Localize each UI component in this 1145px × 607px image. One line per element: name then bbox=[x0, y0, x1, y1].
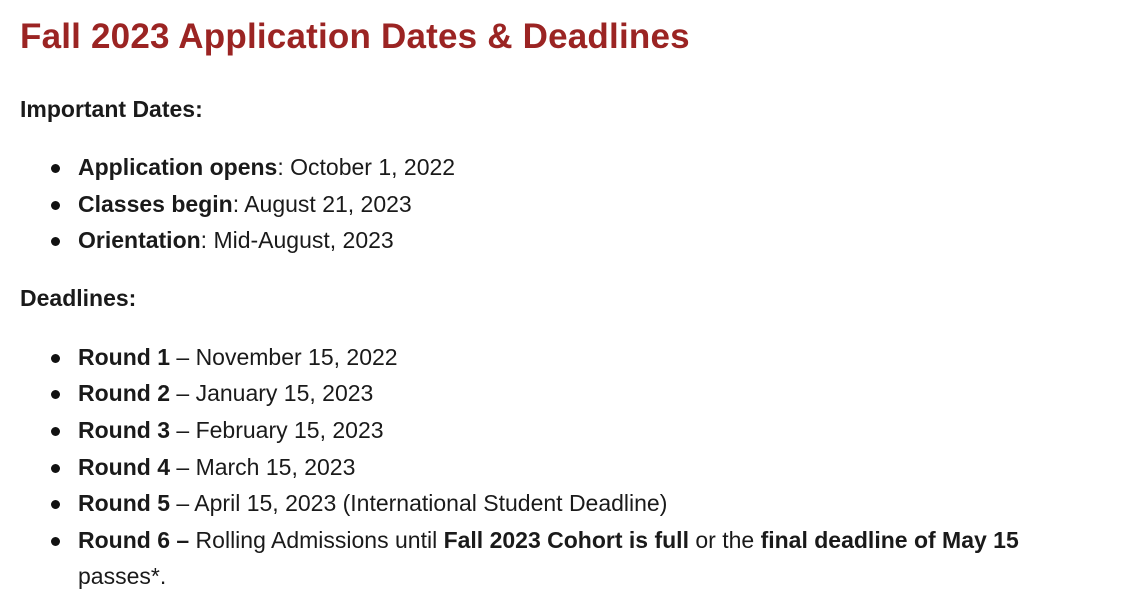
bullet-icon bbox=[51, 427, 60, 436]
list-item-round-1 bbox=[20, 339, 1125, 376]
list-item-round-6 bbox=[20, 522, 1125, 595]
date-value: Mid-August, 2023 bbox=[213, 227, 394, 254]
list-item-round-4 bbox=[20, 449, 1125, 486]
round-emphasis: final deadline of May 15 bbox=[760, 526, 1019, 553]
bullet-icon bbox=[51, 237, 60, 246]
bullet-icon bbox=[51, 164, 60, 173]
round-date: – November 15, 2022 bbox=[170, 343, 398, 370]
date-label: Application opens bbox=[78, 154, 278, 180]
round-label: Round 2 bbox=[78, 380, 170, 407]
date-separator: : bbox=[200, 227, 214, 254]
bullet-icon bbox=[51, 390, 60, 399]
round-label: Round 3 bbox=[78, 416, 170, 443]
list-item-round-2 bbox=[20, 375, 1125, 412]
deadlines-heading: Deadlines: bbox=[20, 284, 137, 311]
list-item-round-3 bbox=[20, 412, 1125, 449]
bullet-icon bbox=[51, 201, 60, 210]
round-text: or the bbox=[688, 526, 761, 553]
date-value: August 21, 2023 bbox=[244, 190, 412, 217]
bullet-icon bbox=[51, 464, 60, 473]
round-emphasis: Fall 2023 Cohort is full bbox=[443, 526, 689, 553]
round-date: – March 15, 2023 bbox=[170, 453, 356, 480]
bullet-icon bbox=[51, 500, 60, 509]
round-label: Round 1 bbox=[78, 343, 170, 370]
round-text: passes*. bbox=[78, 563, 167, 590]
page-content bbox=[20, 0, 1125, 595]
round-label: Round 6 – bbox=[78, 526, 190, 553]
round-text: Rolling Admissions until bbox=[189, 526, 444, 553]
important-dates-heading: Important Dates: bbox=[20, 96, 203, 122]
date-label: Orientation bbox=[78, 227, 201, 254]
date-value: October 1, 2022 bbox=[290, 154, 456, 180]
important-dates-list bbox=[20, 149, 1125, 259]
round-date: – April 15, 2023 (International Student Deadline) bbox=[170, 490, 668, 517]
deadlines-list bbox=[20, 339, 1125, 595]
date-label: Classes begin bbox=[78, 190, 233, 217]
list-item-orientation bbox=[20, 222, 1125, 259]
list-item-application-opens bbox=[20, 149, 1125, 186]
bullet-icon bbox=[51, 354, 60, 363]
round-label: Round 5 bbox=[78, 490, 170, 517]
round-label: Round 4 bbox=[78, 453, 170, 480]
list-item-classes-begin bbox=[20, 186, 1125, 223]
round-date: – February 15, 2023 bbox=[170, 416, 384, 443]
date-separator: : bbox=[277, 154, 291, 180]
list-item-round-5 bbox=[20, 485, 1125, 522]
date-separator: : bbox=[232, 190, 245, 217]
page-title: Fall 2023 Application Dates & Deadlines bbox=[20, 17, 690, 56]
round-date: – January 15, 2023 bbox=[170, 380, 374, 407]
bullet-icon bbox=[51, 537, 60, 546]
